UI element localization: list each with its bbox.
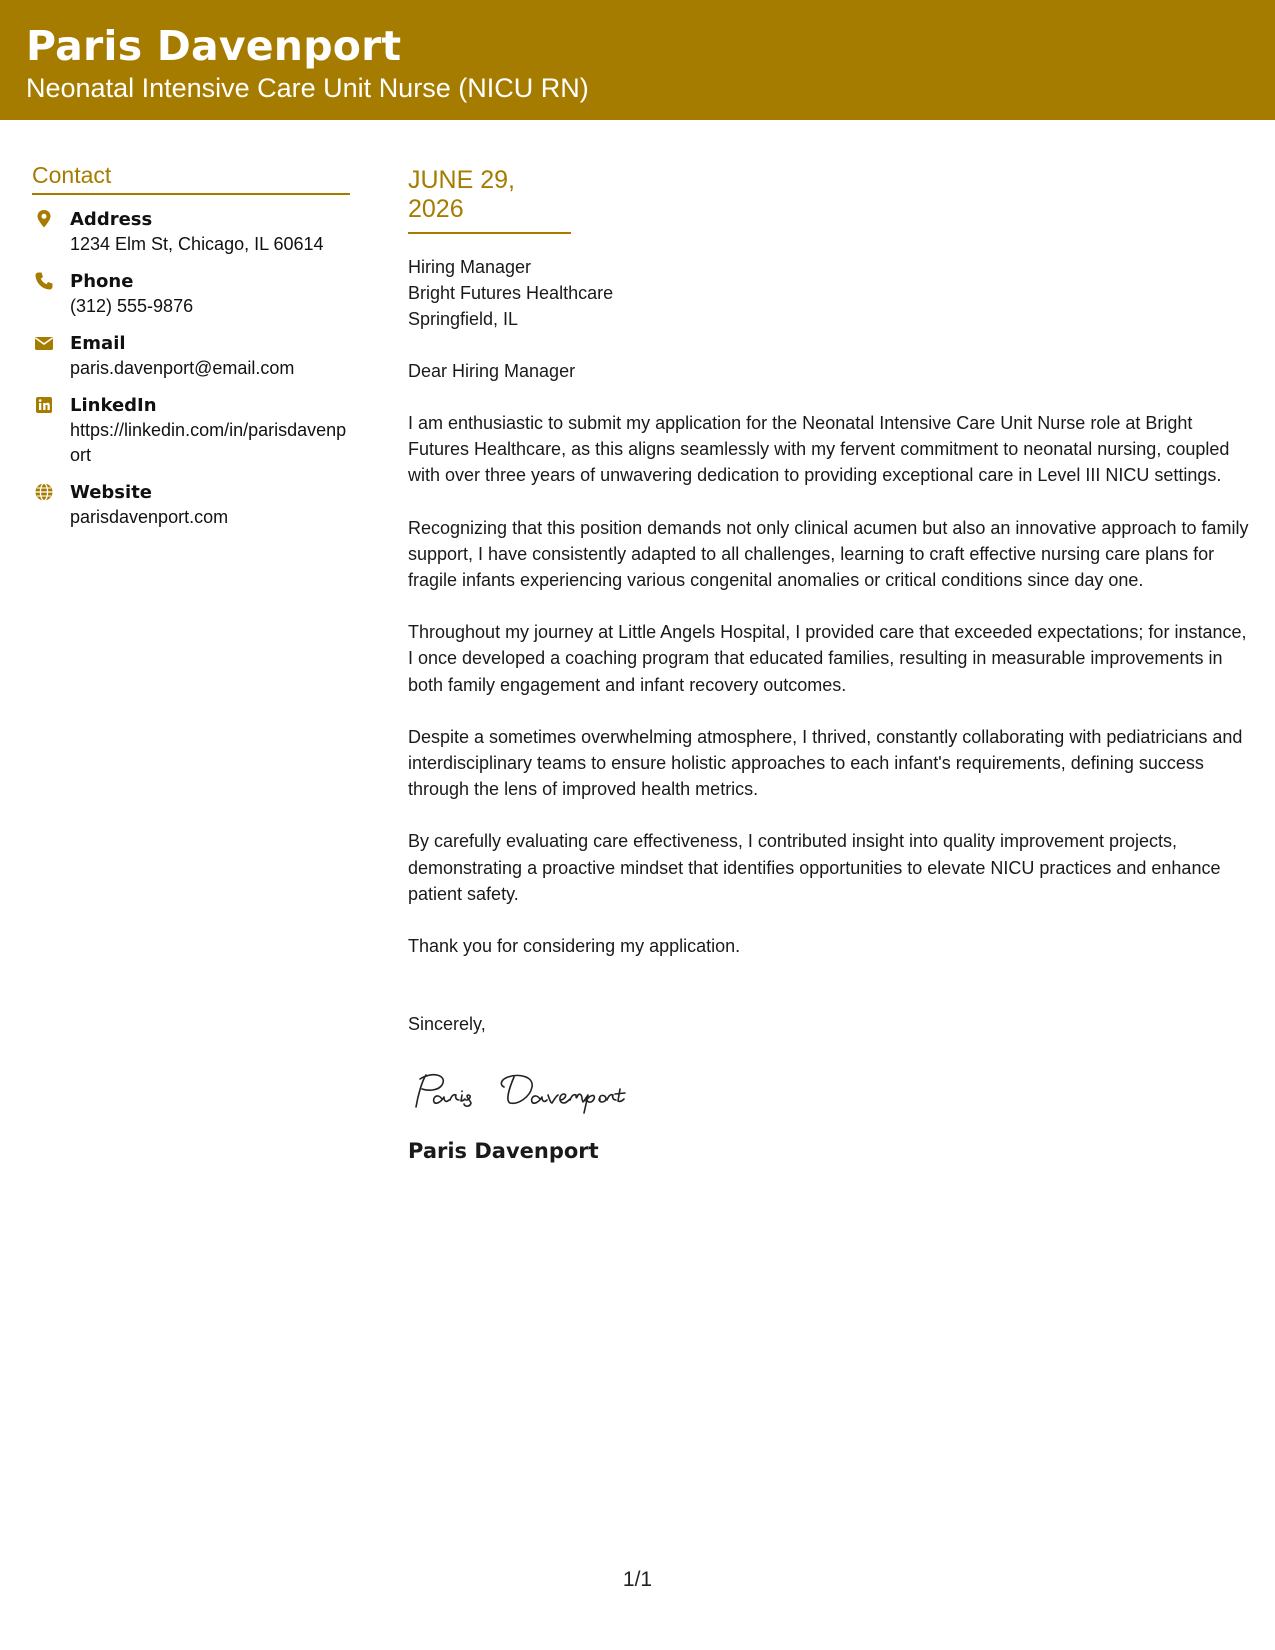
letter-paragraph: Thank you for considering my application.: [408, 936, 741, 957]
applicant-name: Paris Davenport: [26, 22, 402, 70]
website-value[interactable]: parisdavenport.com: [70, 507, 229, 527]
address-value: 1234 Elm St, Chicago, IL 60614: [70, 234, 324, 254]
applicant-role: Neonatal Intensive Care Unit Nurse (NICU RN): [26, 73, 589, 103]
contact-item-phone: [32, 269, 352, 319]
salutation: Dear Hiring Manager: [408, 361, 576, 381]
page-number: 1/1: [622, 1568, 653, 1591]
contact-sidebar: [32, 162, 352, 530]
recipient-location: Springfield, IL: [408, 309, 519, 329]
header-banner: [0, 0, 1275, 120]
letter-date: JUNE 29, 2026: [408, 166, 571, 234]
map-pin-icon: [34, 209, 54, 229]
linkedin-icon: [34, 395, 54, 415]
contact-label: Email: [70, 333, 126, 354]
contact-item-email: [32, 331, 352, 381]
recipient-company: Bright Futures Healthcare: [408, 283, 614, 303]
letter-paragraph: Recognizing that this position demands not only clinical acumen but also an innovative approach to family support, I have consistently adapted to all challenges, learning to craft effective nursing care plans for fragile infants experiencing various congenital anomalies or critical conditions since day one.: [408, 517, 1249, 591]
contact-label: Website: [70, 482, 153, 503]
contact-item-address: [32, 207, 352, 257]
handwritten-signature: [408, 1067, 1253, 1117]
recipient-block: [408, 254, 1253, 332]
letter-paragraph: By carefully evaluating care effectiveness, I contributed insight into quality improvement projects, demonstrating a proactive mindset that identifies opportunities to elevate NICU practices and enhance patient safety.: [408, 831, 1221, 904]
letter-body: [408, 166, 1253, 1163]
envelope-icon: [34, 333, 54, 353]
closing: Sincerely,: [408, 1014, 486, 1035]
signature-name: Paris Davenport: [408, 1139, 599, 1164]
linkedin-value[interactable]: https://linkedin.com/in/parisdavenport: [70, 420, 347, 465]
contact-heading: Contact: [32, 162, 350, 195]
contact-label: Phone: [70, 271, 134, 292]
phone-value: (312) 555-9876: [70, 296, 194, 316]
letter-paragraph: Despite a sometimes overwhelming atmosphere, I thrived, constantly collaborating with pediatricians and interdisciplinary teams to ensure holistic approaches to each infant's requirements, defining success through the lens of improved health metrics.: [408, 726, 1243, 800]
phone-icon: [34, 271, 54, 291]
contact-item-linkedin: [32, 393, 352, 468]
contact-label: Address: [70, 209, 153, 230]
letter-paragraph: I am enthusiastic to submit my application for the Neonatal Intensive Care Unit Nurse role at Bright Futures Healthcare, as this aligns seamlessly with my fervent commitment to neonatal nursing, coupled with over three years of unwavering dedication to providing exceptional care in Level III NICU settings.: [408, 413, 1230, 486]
contact-item-website: [32, 480, 352, 530]
recipient-title: Hiring Manager: [408, 257, 532, 277]
email-value[interactable]: paris.davenport@email.com: [70, 358, 295, 378]
letter-paragraph: Throughout my journey at Little Angels Hospital, I provided care that exceeded expectations; for instance, I once developed a coaching program that educated families, resulting in measurable improvements in both family engagement and infant recovery outcomes.: [408, 622, 1247, 695]
globe-icon: [34, 482, 54, 502]
contact-label: LinkedIn: [70, 395, 157, 416]
